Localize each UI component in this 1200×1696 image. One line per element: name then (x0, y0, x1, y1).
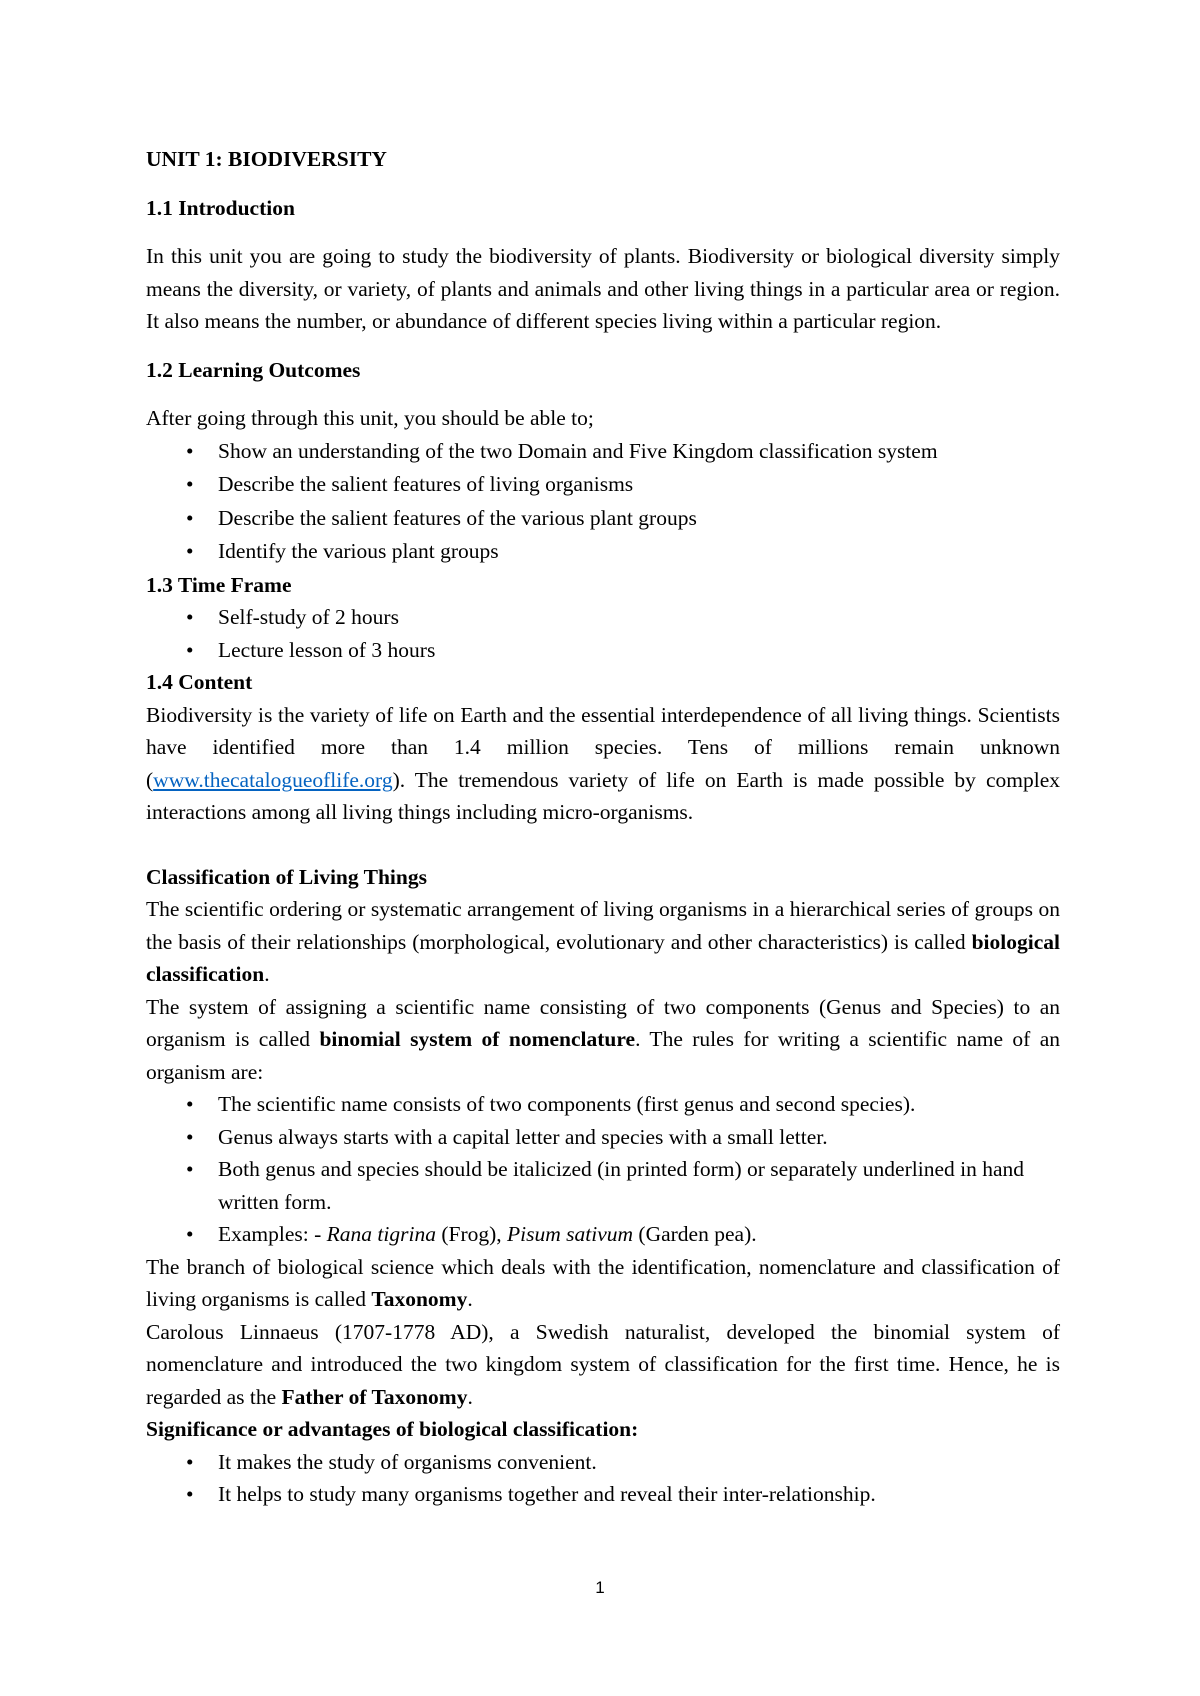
bullet-icon: • (186, 505, 194, 530)
bullet-icon: • (186, 1157, 194, 1181)
list-item: • Show an understanding of the two Domain and Five Kingdom classification system (146, 435, 1060, 468)
list-item: • Identify the various plant groups (146, 535, 1060, 568)
unit-title: UNIT 1: BIODIVERSITY (146, 147, 387, 171)
bullet-icon: • (186, 637, 194, 662)
bullet-icon: • (186, 1449, 194, 1474)
list-item: • Self-study of 2 hours (146, 601, 1060, 634)
list-item: • Genus always starts with a capital letter and species with a small letter. (146, 1121, 1060, 1154)
bullet-icon: • (186, 1222, 194, 1246)
list-item: • Describe the salient features of the various plant groups (146, 502, 1060, 535)
bullet-icon: • (186, 472, 194, 496)
classification-heading: Classification of Living Things (146, 864, 427, 889)
list-item: • Both genus and species should be italicized (in printed form) or separately underlined in hand written form. (146, 1153, 1060, 1218)
content-paragraph: Biodiversity is the variety of life on Earth and the essential interdependence of all living things. Scientists have identified more than 1.4 million species. Tens of millions remain unknown (www.thecatalogueoflife.org). The tremendous variety of life on Earth is made possible by complex interactions among all living things including micro-organisms. (146, 702, 1060, 824)
naming-rules-list (146, 1088, 1060, 1251)
taxonomy-paragraph: The branch of biological science which deals with the identification, nomenclature and classification of living organisms is called Taxonomy. (146, 1254, 1060, 1311)
list-item: • Examples: - Rana tigrina (Frog), Pisum sativum (Garden pea). (146, 1218, 1060, 1251)
document-page (146, 143, 1060, 1511)
bullet-icon: • (186, 438, 194, 463)
outcomes-lead: After going through this unit, you should be able to; (146, 406, 594, 430)
classification-paragraph-2: The system of assigning a scientific name consisting of two components (Genus and Species) to an organism is called binomial system of nomenclature. The rules for writing a scientific name of an organism are: (146, 994, 1061, 1084)
list-item: • Describe the salient features of living organisms (146, 468, 1060, 501)
significance-heading: Significance or advantages of biological classification: (146, 1417, 639, 1441)
significance-list (146, 1446, 1060, 1511)
linnaeus-paragraph: Carolous Linnaeus (1707-1778 AD), a Swedish naturalist, developed the binomial system of nomenclature and introduced the two kingdom system of classification for the first time. Hence, he is regarded as the Father of Taxonomy. (146, 1319, 1060, 1409)
page-number: 1 (595, 1578, 605, 1597)
bullet-icon: • (186, 1124, 194, 1149)
classification-paragraph-1: The scientific ordering or systematic arrangement of living organisms in a hierarchical series of groups on the basis of their relationships (morphological, evolutionary and other characteristics) is called biological classification. (146, 897, 1060, 986)
list-item: • It makes the study of organisms convenient. (146, 1446, 1060, 1479)
list-item: • It helps to study many organisms together and reveal their inter-relationship. (146, 1478, 1060, 1511)
time-frame-list (146, 601, 1060, 666)
outcomes-heading: 1.2 Learning Outcomes (146, 357, 361, 382)
time-frame-heading: 1.3 Time Frame (146, 572, 292, 597)
bullet-icon: • (186, 1092, 194, 1116)
intro-heading: 1.1 Introduction (146, 195, 295, 220)
outcomes-list (146, 435, 1060, 568)
intro-paragraph: In this unit you are going to study the biodiversity of plants. Biodiversity or biological diversity simply means the diversity, or variety, of plants and animals and other living things in a particular area or region. It also means the number, or abundance of different species living within a particular region. (146, 244, 1060, 333)
bullet-icon: • (186, 605, 194, 629)
bullet-icon: • (186, 539, 194, 563)
list-item: • The scientific name consists of two components (first genus and second species). (146, 1088, 1060, 1121)
bullet-icon: • (186, 1482, 194, 1506)
catalogue-of-life-link[interactable]: www.thecatalogueoflife.org (153, 767, 393, 792)
content-heading: 1.4 Content (146, 670, 253, 694)
list-item: • Lecture lesson of 3 hours (146, 634, 1060, 667)
